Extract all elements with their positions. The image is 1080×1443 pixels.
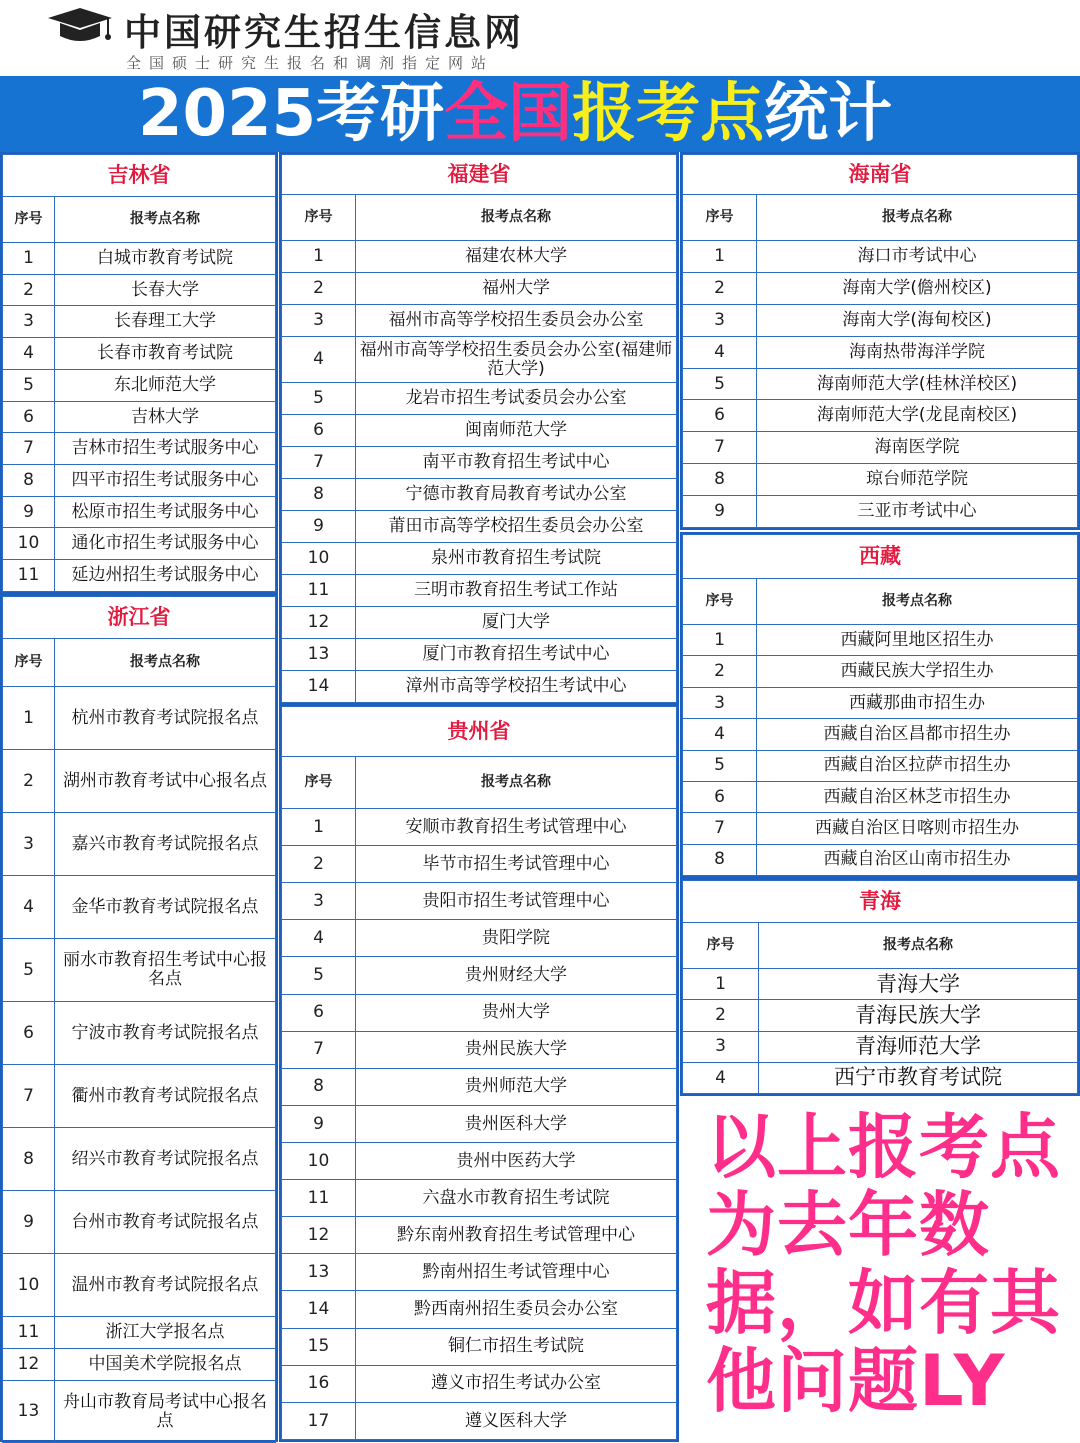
table-row [3,1254,276,1317]
row-number: 12 [282,607,356,639]
row-number: 6 [3,401,55,433]
table-row [683,813,1078,844]
exam-site-name: 海口市考试中心 [757,241,1078,273]
exam-site-name: 海南大学(儋州校区) [757,272,1078,304]
column-header-number: 序号 [683,195,757,241]
table-row [282,511,677,543]
row-number: 2 [282,846,356,883]
column-header-number: 序号 [282,195,356,241]
table-row [3,1128,276,1191]
table-row [683,844,1078,875]
table-row [282,846,677,883]
exam-site-name: 嘉兴市教育考试院报名点 [55,813,276,876]
row-number: 14 [282,1291,356,1328]
table-row [683,1031,1078,1062]
row-number: 1 [3,243,55,275]
exam-site-name: 西藏民族大学招生办 [757,656,1078,687]
exam-site-name: 泉州市教育招生考试院 [356,543,677,575]
table-row [3,876,276,939]
row-number: 10 [3,528,55,560]
exam-site-name: 延边州招生考试服务中心 [55,560,276,592]
table-row [3,274,276,306]
row-number: 16 [282,1365,356,1402]
table-row [3,528,276,560]
table-row [282,1031,677,1068]
row-number: 3 [282,305,356,337]
row-number: 6 [683,781,757,812]
banner-title-part2: 全国 [444,77,573,151]
exam-site-name: 杭州市教育考试院报名点 [55,687,276,750]
table-row [3,369,276,401]
note-text [706,1108,1076,1420]
table-row [683,750,1078,781]
exam-site-name: 三亚市考试中心 [757,496,1078,528]
exam-site-name: 浙江大学报名点 [55,1317,276,1349]
column-header-name: 报考点名称 [55,639,276,687]
exam-site-name: 松原市招生考试服务中心 [55,496,276,528]
exam-site-name: 湖州市教育考试中心报名点 [55,750,276,813]
exam-site-name: 琼台师范学院 [757,464,1078,496]
row-number: 8 [3,1128,55,1191]
table-row [282,1217,677,1254]
banner-title-part1: 2025考研 [138,77,445,151]
graduation-cap-icon [44,6,116,46]
exam-site-name: 黔东南州教育招生考试管理中心 [356,1217,677,1254]
province-table-guizhou [279,704,679,1442]
row-number: 8 [3,465,55,497]
exam-site-name: 福建农林大学 [356,241,677,273]
banner-title-part4: 统计 [764,77,893,151]
table-row [282,1180,677,1217]
row-number: 12 [3,1349,55,1381]
column-header-number: 序号 [3,639,55,687]
row-number: 13 [282,639,356,671]
exam-site-name: 遵义市招生考试办公室 [356,1365,677,1402]
exam-site-name: 舟山市教育局考试中心报名点 [55,1381,276,1443]
exam-site-name: 金华市教育考试院报名点 [55,876,276,939]
table-row [3,243,276,275]
exam-site-name: 西藏自治区山南市招生办 [757,844,1078,875]
column-header-number: 序号 [683,923,759,969]
exam-site-name: 莆田市高等学校招生委员会办公室 [356,511,677,543]
exam-site-name: 西藏自治区昌都市招生办 [757,719,1078,750]
row-number: 2 [683,272,757,304]
exam-site-name: 安顺市教育招生考试管理中心 [356,809,677,846]
row-number: 1 [683,969,759,1000]
exam-site-name: 绍兴市教育考试院报名点 [55,1128,276,1191]
table-row [3,1002,276,1065]
row-number: 10 [282,1142,356,1179]
exam-site-name: 青海师范大学 [759,1031,1078,1062]
province-table-xizang [680,532,1080,878]
column-header-name: 报考点名称 [356,195,677,241]
exam-site-name: 海南师范大学(龙昆南校区) [757,400,1078,432]
exam-site-name: 长春市教育考试院 [55,338,276,370]
banner-title-part3: 报考点 [572,77,765,151]
table-row [3,1191,276,1254]
table-row [282,957,677,994]
column-header-name: 报考点名称 [759,923,1078,969]
exam-site-name: 中国美术学院报名点 [55,1349,276,1381]
site-subtitle: 全国硕士研究生报名和调剂指定网站 [126,54,495,72]
column-header-number: 序号 [3,197,55,243]
row-number: 1 [683,241,757,273]
table-row [282,1105,677,1142]
table-row [683,304,1078,336]
row-number: 2 [683,656,757,687]
row-number: 12 [282,1217,356,1254]
table-row [3,1065,276,1128]
exam-site-name: 六盘水市教育招生考试院 [356,1180,677,1217]
exam-site-name: 贵州财经大学 [356,957,677,994]
province-name: 吉林省 [3,155,276,197]
row-number: 4 [3,338,55,370]
row-number: 14 [282,671,356,703]
row-number: 3 [683,1031,759,1062]
table-row [282,883,677,920]
exam-site-name: 厦门大学 [356,607,677,639]
exam-site-name: 青海大学 [759,969,1078,1000]
row-number: 9 [3,1191,55,1254]
exam-site-name: 贵阳市招生考试管理中心 [356,883,677,920]
exam-site-name: 丽水市教育招生考试中心报名点 [55,939,276,1002]
exam-site-name: 贵州民族大学 [356,1031,677,1068]
exam-site-name: 海南热带海洋学院 [757,336,1078,368]
exam-site-name: 宁波市教育考试院报名点 [55,1002,276,1065]
row-number: 11 [3,1317,55,1349]
exam-site-name: 贵州大学 [356,994,677,1031]
table-row [282,337,677,383]
exam-site-name: 黔南州招生考试管理中心 [356,1254,677,1291]
table-row [282,479,677,511]
province-table-zhejiang [0,594,278,1442]
row-number: 1 [282,241,356,273]
table-row [282,1142,677,1179]
exam-site-name: 贵州师范大学 [356,1068,677,1105]
province-table-jilin [0,152,278,594]
row-number: 3 [683,687,757,718]
exam-site-name: 西藏自治区林芝市招生办 [757,781,1078,812]
row-number: 1 [3,687,55,750]
exam-site-name: 吉林大学 [55,401,276,433]
table-row [3,939,276,1002]
row-number: 6 [683,400,757,432]
exam-site-name: 福州大学 [356,273,677,305]
table-row [683,336,1078,368]
table-row [282,809,677,846]
row-number: 7 [3,433,55,465]
province-name: 青海 [683,881,1078,923]
row-number: 11 [3,560,55,592]
row-number: 2 [3,274,55,306]
exam-site-name: 闽南师范大学 [356,415,677,447]
row-number: 4 [282,337,356,383]
exam-site-name: 贵州医科大学 [356,1105,677,1142]
row-number: 8 [683,464,757,496]
table-row [683,781,1078,812]
row-number: 6 [282,415,356,447]
province-name: 西藏 [683,535,1078,579]
province-table-hainan [680,152,1080,530]
exam-site-name: 福州市高等学校招生委员会办公室(福建师范大学) [356,337,677,383]
table-row [683,496,1078,528]
table-row [683,656,1078,687]
banner-title [138,76,892,152]
table-row [3,1349,276,1381]
table-row [683,1000,1078,1031]
row-number: 5 [3,939,55,1002]
exam-site-name: 温州市教育考试院报名点 [55,1254,276,1317]
table-row [282,1068,677,1105]
exam-site-name: 铜仁市招生考试院 [356,1328,677,1365]
exam-site-name: 海南大学(海甸校区) [757,304,1078,336]
exam-site-name: 贵阳学院 [356,920,677,957]
note-line: 为去年数 [706,1184,990,1266]
table-row [683,1062,1078,1093]
exam-site-name: 东北师范大学 [55,369,276,401]
row-number: 7 [683,813,757,844]
exam-site-name: 毕节市招生考试管理中心 [356,846,677,883]
row-number: 17 [282,1402,356,1439]
exam-site-name: 宁德市教育局教育考试办公室 [356,479,677,511]
row-number: 8 [282,1068,356,1105]
table-row [282,305,677,337]
table-row [3,560,276,592]
row-number: 7 [282,1031,356,1068]
table-row [3,750,276,813]
row-number: 11 [282,575,356,607]
exam-site-name: 白城市教育考试院 [55,243,276,275]
table-row [683,719,1078,750]
row-number: 15 [282,1328,356,1365]
exam-site-name: 青海民族大学 [759,1000,1078,1031]
exam-site-name: 西宁市教育考试院 [759,1062,1078,1093]
row-number: 2 [683,1000,759,1031]
exam-site-name: 福州市高等学校招生委员会办公室 [356,305,677,337]
table-row [282,920,677,957]
table-row [282,607,677,639]
column-header-name: 报考点名称 [757,195,1078,241]
table-row [282,447,677,479]
row-number: 4 [683,1062,759,1093]
province-table-qinghai [680,878,1080,1096]
exam-site-name: 黔西南州招生委员会办公室 [356,1291,677,1328]
table-row [282,1365,677,1402]
table-row [282,1328,677,1365]
province-name: 浙江省 [3,597,276,639]
table-row [3,306,276,338]
row-number: 8 [683,844,757,875]
province-table-fujian [279,152,679,704]
table-row [3,496,276,528]
row-number: 9 [3,496,55,528]
exam-site-name: 贵州中医药大学 [356,1142,677,1179]
row-number: 4 [683,719,757,750]
table-row [282,415,677,447]
exam-site-name: 西藏那曲市招生办 [757,687,1078,718]
row-number: 1 [282,809,356,846]
row-number: 3 [3,813,55,876]
row-number: 3 [3,306,55,338]
table-row [3,338,276,370]
row-number: 6 [3,1002,55,1065]
exam-site-name: 衢州市教育考试院报名点 [55,1065,276,1128]
table-row [683,272,1078,304]
note-line: 以上报考点 [706,1106,1061,1188]
row-number: 7 [282,447,356,479]
title-banner [0,76,1080,152]
column-header-name: 报考点名称 [55,197,276,243]
table-row [282,1254,677,1291]
exam-site-name: 海南医学院 [757,432,1078,464]
table-row [3,465,276,497]
exam-site-name: 遵义医科大学 [356,1402,677,1439]
exam-site-name: 通化市招生考试服务中心 [55,528,276,560]
column-header-number: 序号 [683,579,757,625]
row-number: 4 [282,920,356,957]
province-name: 贵州省 [282,707,677,757]
row-number: 3 [683,304,757,336]
table-row [282,273,677,305]
exam-site-name: 漳州市高等学校招生考试中心 [356,671,677,703]
table-row [683,625,1078,656]
column-header-name: 报考点名称 [356,757,677,809]
table-row [3,433,276,465]
table-row [282,543,677,575]
table-row [282,994,677,1031]
table-row [683,969,1078,1000]
row-number: 4 [683,336,757,368]
exam-site-name: 吉林市招生考试服务中心 [55,433,276,465]
row-number: 7 [3,1065,55,1128]
exam-site-name: 四平市招生考试服务中心 [55,465,276,497]
exam-site-name: 海南师范大学(桂林洋校区) [757,368,1078,400]
exam-site-name: 长春大学 [55,274,276,306]
column-header-number: 序号 [282,757,356,809]
table-row [282,1291,677,1328]
table-row [683,241,1078,273]
table-row [282,671,677,703]
table-row [683,368,1078,400]
table-row [3,1317,276,1349]
exam-site-name: 南平市教育招生考试中心 [356,447,677,479]
row-number: 5 [282,383,356,415]
row-number: 9 [683,496,757,528]
exam-site-name: 西藏自治区日喀则市招生办 [757,813,1078,844]
table-row [3,813,276,876]
row-number: 9 [282,1105,356,1142]
row-number: 13 [3,1381,55,1443]
table-row [683,400,1078,432]
table-row [282,241,677,273]
exam-site-name: 台州市教育考试院报名点 [55,1191,276,1254]
note-line: 他问题LY [706,1340,1006,1422]
table-row [3,401,276,433]
exam-site-name: 西藏阿里地区招生办 [757,625,1078,656]
row-number: 11 [282,1180,356,1217]
table-row [282,575,677,607]
row-number: 1 [683,625,757,656]
table-row [282,639,677,671]
exam-site-name: 厦门市教育招生考试中心 [356,639,677,671]
table-row [3,1381,276,1443]
row-number: 8 [282,479,356,511]
row-number: 6 [282,994,356,1031]
row-number: 4 [3,876,55,939]
table-row [282,383,677,415]
note-line: 据，如有其 [706,1262,1061,1344]
exam-site-name: 三明市教育招生考试工作站 [356,575,677,607]
column-header-name: 报考点名称 [757,579,1078,625]
row-number: 5 [683,750,757,781]
row-number: 9 [282,511,356,543]
row-number: 3 [282,883,356,920]
table-row [683,464,1078,496]
province-name: 海南省 [683,155,1078,195]
row-number: 7 [683,432,757,464]
site-title: 中国研究生招生信息网 [124,11,524,54]
row-number: 5 [683,368,757,400]
exam-site-name: 西藏自治区拉萨市招生办 [757,750,1078,781]
table-row [282,1402,677,1439]
row-number: 10 [282,543,356,575]
exam-site-name: 龙岩市招生考试委员会办公室 [356,383,677,415]
table-row [683,432,1078,464]
row-number: 13 [282,1254,356,1291]
row-number: 10 [3,1254,55,1317]
province-name: 福建省 [282,155,677,195]
table-row [3,687,276,750]
exam-site-name: 长春理工大学 [55,306,276,338]
row-number: 5 [282,957,356,994]
row-number: 2 [3,750,55,813]
site-header [0,0,1080,76]
row-number: 2 [282,273,356,305]
row-number: 5 [3,369,55,401]
table-row [683,687,1078,718]
